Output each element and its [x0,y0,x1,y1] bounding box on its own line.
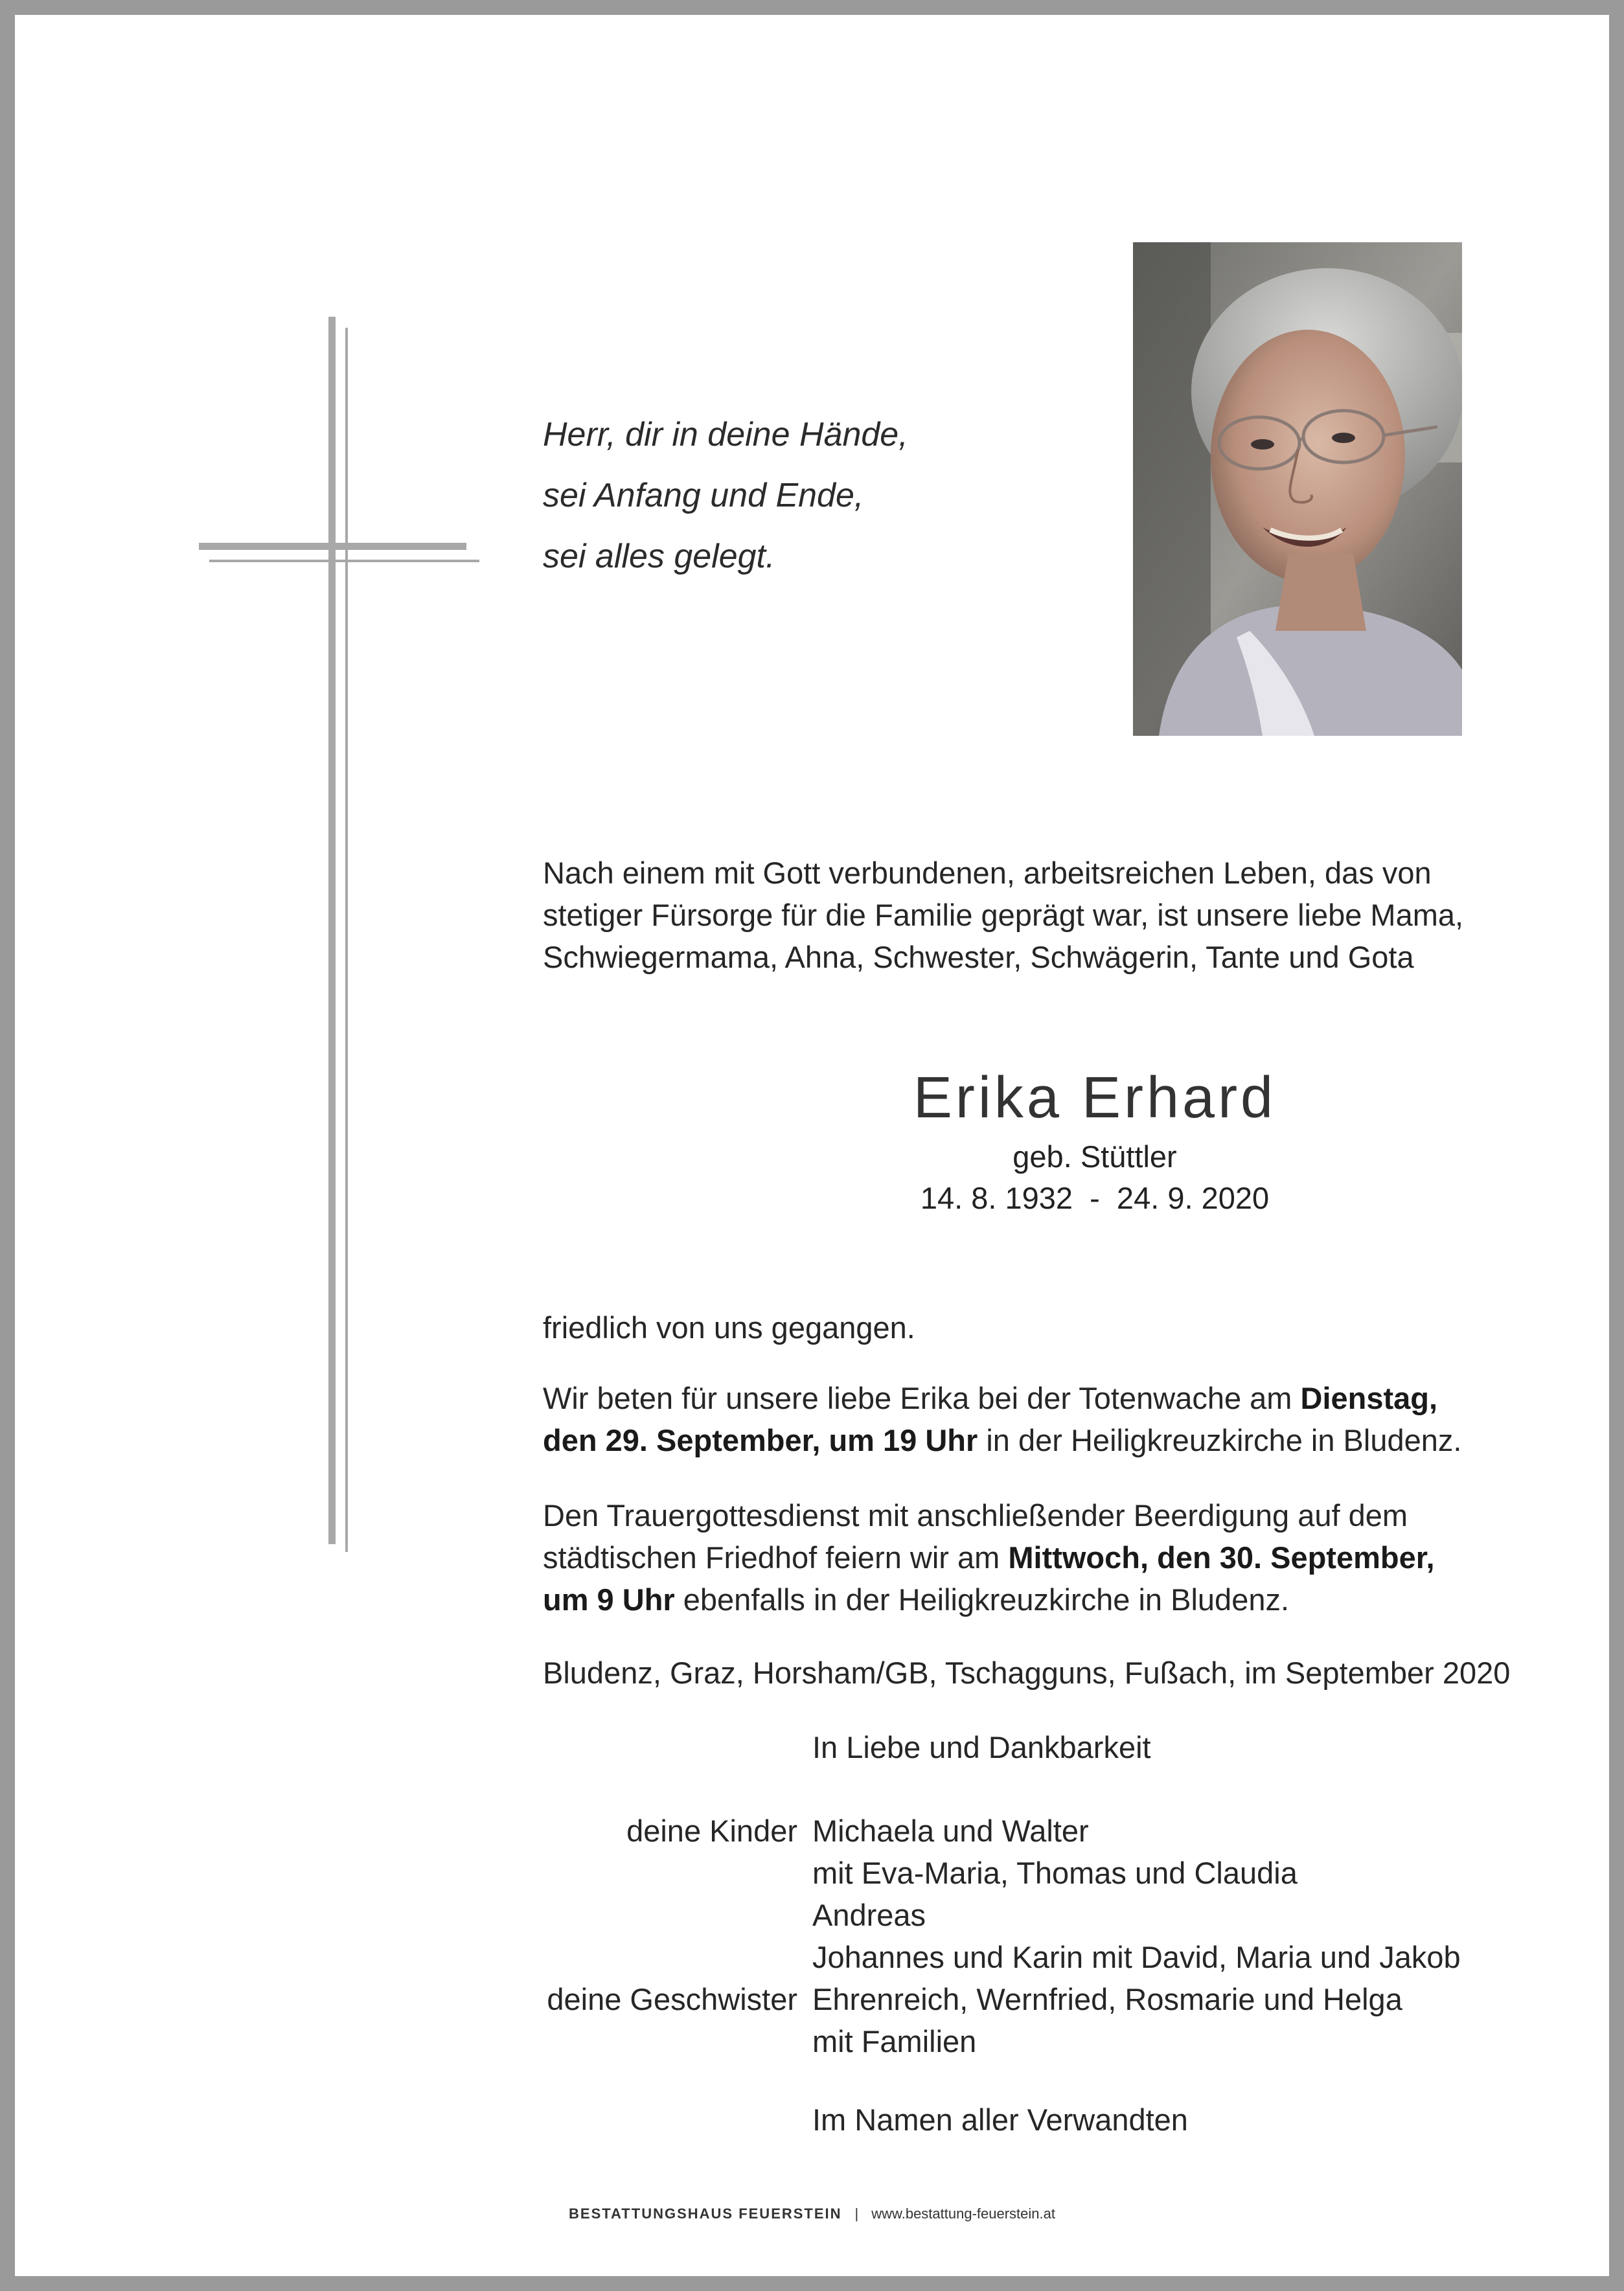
funeral-place: ebenfalls in der Heiligkreuzkirche in Bludenz. [674,1582,1290,1617]
child-entry: Michaela und Walter [812,1814,1089,1848]
child-entry: mit Eva-Maria, Thomas und Claudia [812,1856,1298,1890]
maiden-name: geb. Stüttler [1012,1139,1177,1174]
sibling-entry: mit Familien [812,2024,977,2058]
footer [0,2206,1624,2222]
relatives-line: Im Namen aller Verwandten [812,2103,1188,2137]
cross-vertical-bar [328,317,336,1544]
funeral-text: städtischen Friedhof feiern wir am [543,1540,1009,1575]
intro-line: stetiger Fürsorge für die Familie geprägt war, ist unsere liebe Mama, [543,898,1464,932]
intro-paragraph [543,852,1489,978]
sibling-entry: Ehrenreich, Wernfried, Rosmarie und Helga [812,1982,1402,2016]
cross-vertical-line [345,328,348,1552]
life-dates: 14. 8. 1932 - 24. 9. 2020 [920,1181,1270,1215]
wake-line-2 [543,1419,1489,1461]
cross-horizontal-line [209,560,479,562]
child-entry: Johannes und Karin mit David, Maria und Jakob [812,1940,1461,1974]
intro-line: Nach einem mit Gott verbundenen, arbeitsreichen Leben, das von [543,856,1432,890]
children-label: deine Kinder [626,1814,797,1848]
cross-horizontal-bar [199,543,466,550]
bible-verse [543,404,996,587]
place-date-line: Bludenz, Graz, Horsham/GB, Tschagguns, Fußach, im September 2020 [543,1656,1511,1690]
deceased-name: Erika Erhard [913,1066,1277,1130]
passed-line: friedlich von uns gegangen. [543,1310,915,1345]
funeral-date: Mittwoch, den 30. September, [1008,1540,1435,1575]
siblings-list [812,1978,1402,2062]
siblings-label: deine Geschwister [547,1982,797,2016]
passed-text [543,1306,1489,1349]
place-date [543,1652,1511,1694]
children-list [812,1810,1461,1978]
verse-line: sei Anfang und Ende, [543,477,864,514]
funeral-line-1: Den Trauergottesdienst mit anschließender Beerdigung auf dem [543,1498,1408,1533]
funeral-time: um 9 Uhr [543,1582,675,1617]
wake-day: Dienstag, [1300,1381,1438,1415]
funeral-line-3 [543,1579,1489,1621]
funeral-home-url[interactable]: www.bestattung-feuerstein.at [871,2206,1055,2222]
wake-place: in der Heiligkreuzkirche in Bludenz. [978,1423,1462,1457]
wake-line-1 [543,1377,1489,1419]
intro-line: Schwiegermama, Ahna, Schwester, Schwägerin, Tante und Gota [543,940,1414,974]
verse-line: sei alles gelegt. [543,538,775,575]
portrait-photo [1133,242,1462,736]
funeral-paragraph [543,1494,1489,1621]
funeral-home-name: BESTATTUNGSHAUS FEUERSTEIN [569,2206,842,2222]
child-entry: Andreas [812,1898,926,1932]
verse-line: Herr, dir in deine Hände, [543,416,908,453]
deceased-block [745,1062,1445,1219]
footer-separator: | [854,2206,859,2222]
closing-line: In Liebe und Dankbarkeit [812,1730,1151,1764]
wake-date-time: den 29. September, um 19 Uhr [543,1423,978,1457]
wake-paragraph [543,1377,1489,1461]
funeral-line-2 [543,1536,1489,1579]
wake-text: Wir beten für unsere liebe Erika bei der Totenwache am [543,1381,1301,1415]
